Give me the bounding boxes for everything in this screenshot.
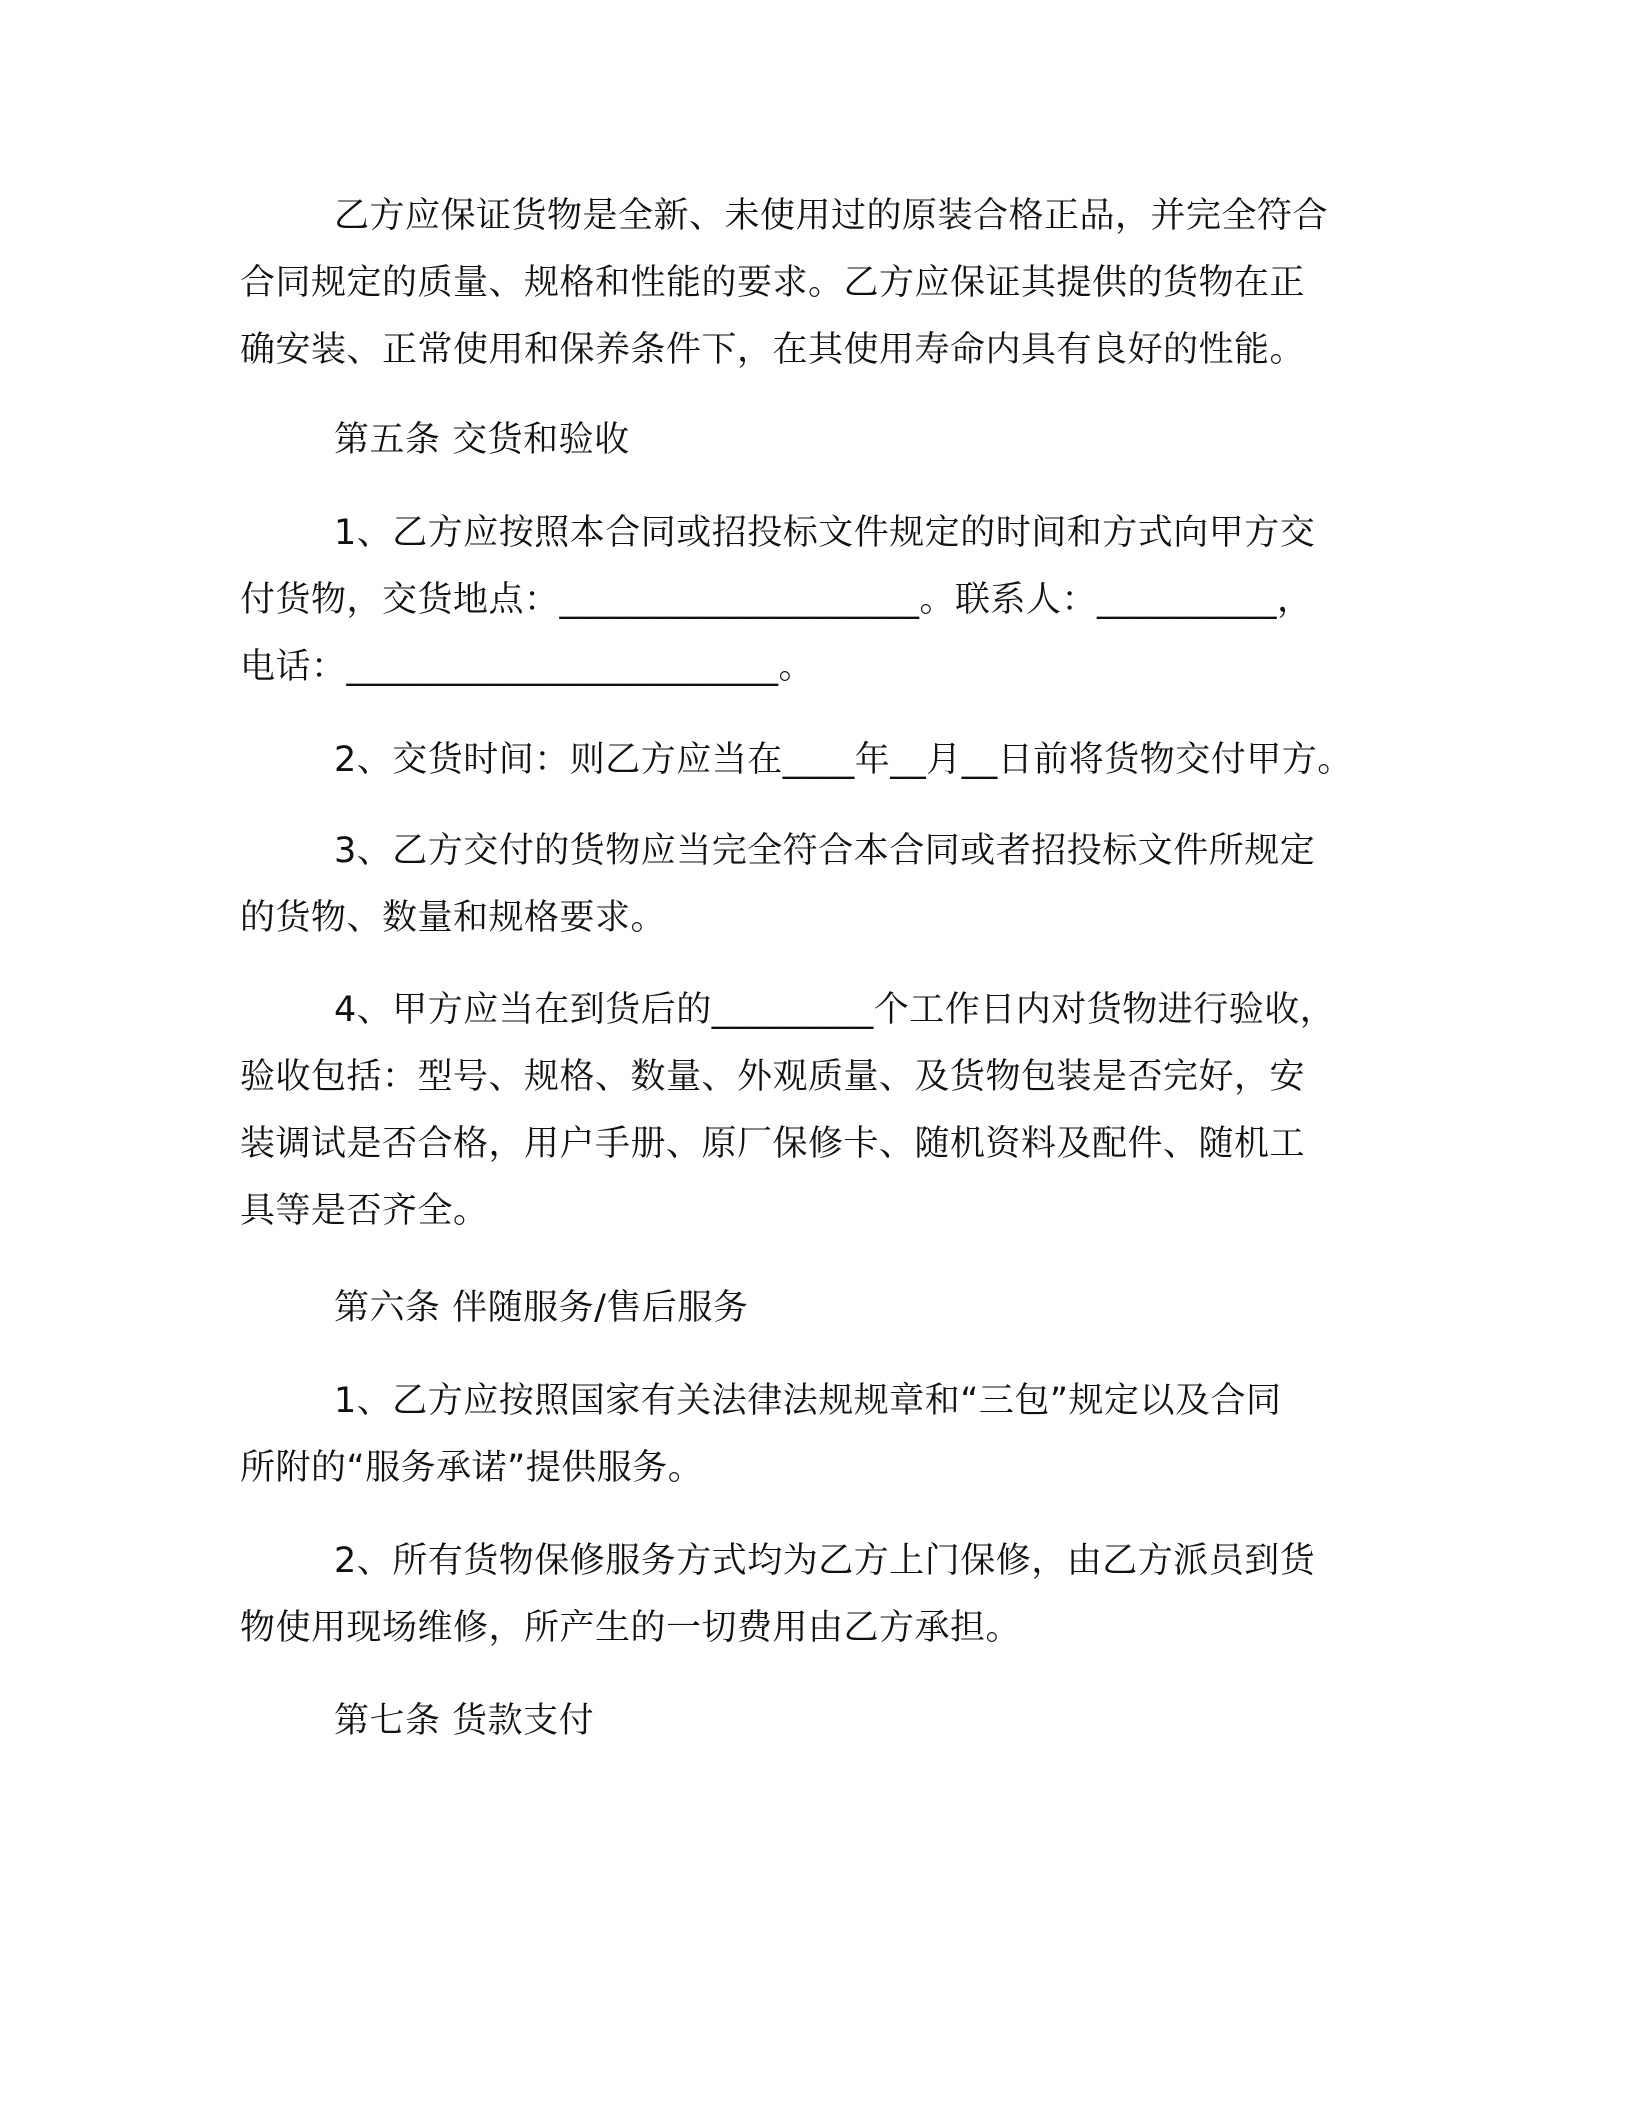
text-line: 合同规定的质量、规格和性能的要求。乙方应保证其提供的货物在正 — [240, 263, 1306, 303]
paragraph-delivery-location — [240, 500, 1400, 701]
text-line: 3、乙方交付的货物应当完全符合本合同或者招投标文件所规定 — [334, 831, 1316, 871]
text-line: 1、乙方应按照国家有关法律法规规章和“三包”规定以及合同 — [334, 1381, 1282, 1421]
paragraph-service-commitment — [240, 1368, 1400, 1502]
section-heading-article-7 — [240, 1688, 1400, 1755]
section-heading: 第七条 货款支付 — [334, 1701, 595, 1741]
text-line: 付货物，交货地点：____________________。联系人：__________， — [240, 580, 1313, 620]
text-line: 2、所有货物保修服务方式均为乙方上门保修，由乙方派员到货 — [334, 1541, 1316, 1581]
section-heading: 第六条 伴随服务/售后服务 — [334, 1288, 749, 1328]
text-line: 电话：________________________。 — [240, 647, 815, 687]
text-line: 乙方应保证货物是全新、未使用过的原装合格正品，并完全符合 — [334, 196, 1329, 236]
section-heading-article-5 — [240, 407, 1400, 474]
section-heading-article-6 — [240, 1275, 1400, 1342]
text-line: 1、乙方应按照本合同或招投标文件规定的时间和方式向甲方交 — [334, 513, 1316, 553]
text-line: 4、甲方应当在到货后的_________个工作日内对货物进行验收， — [334, 990, 1336, 1030]
text-line: 所附的“服务承诺”提供服务。 — [240, 1448, 704, 1488]
paragraph-quality-guarantee — [240, 183, 1400, 384]
paragraph-delivery-time — [240, 727, 1400, 794]
paragraph-onsite-warranty — [240, 1528, 1400, 1662]
text-line: 装调试是否合格，用户手册、原厂保修卡、随机资料及配件、随机工 — [240, 1124, 1306, 1164]
text-line: 物使用现场维修，所产生的一切费用由乙方承担。 — [240, 1608, 1022, 1648]
text-line: 验收包括：型号、规格、数量、外观质量、及货物包装是否完好，安 — [240, 1057, 1306, 1097]
text-line: 2、交货时间：则乙方应当在____年__月__日前将货物交付甲方。 — [334, 740, 1353, 780]
text-line: 的货物、数量和规格要求。 — [240, 898, 667, 938]
text-line: 确安装、正常使用和保养条件下，在其使用寿命内具有良好的性能。 — [240, 330, 1306, 370]
section-heading: 第五条 交货和验收 — [334, 420, 630, 460]
paragraph-delivery-conformity — [240, 818, 1400, 952]
paragraph-acceptance — [240, 977, 1400, 1245]
text-line: 具等是否齐全。 — [240, 1191, 489, 1231]
